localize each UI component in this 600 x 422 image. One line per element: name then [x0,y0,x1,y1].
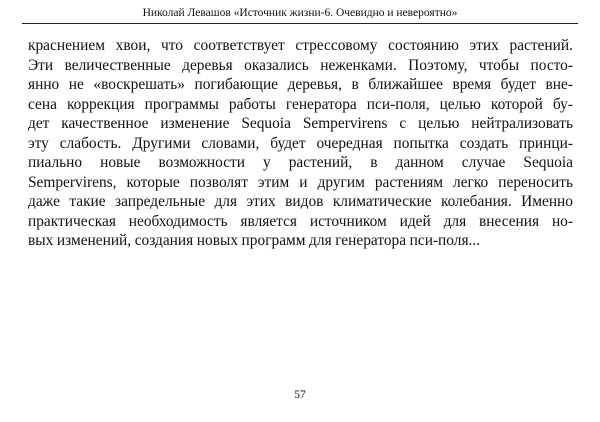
running-header-title: Николай Левашов «Источник жизни-6. Очевидно и невероятно» [142,7,458,19]
body-line: даже такие запредельные для этих видов климатические колебания. Именно [28,193,573,210]
body-line: Эти величественные деревья оказались неженками. Поэтому, чтобы посто- [28,56,573,74]
body-line: краснением хвои, что соответствует стрессовому состоянию этих растений. [28,37,573,54]
body-line: Sempervirens, которые позволят этим и другим растениям легко переносить [28,173,573,191]
page-number: 57 [294,389,306,401]
body-line: янно не «воскрешать» погибающие деревья, в ближайшее время будет вне- [28,76,573,93]
running-header [22,6,578,24]
body-line: эту слабость. Другими словами, будет очередная попытка создать принци- [28,134,573,152]
body-line: дет качественное изменение Sequoia Sempervirens с целью нейтрализовать [28,115,573,132]
body-line: сена коррекция программы работы генератора пси-поля, целью которой бу- [28,95,573,113]
body-line: пиально новые возможности у растений, в данном случае Sequoia [28,154,573,171]
body-line: практическая необходимость является источником идей для внесения но- [28,212,573,230]
body-paragraph [28,36,573,251]
body-line-last: вых изменений, создания новых программ для генератора пси-поля... [28,232,481,249]
